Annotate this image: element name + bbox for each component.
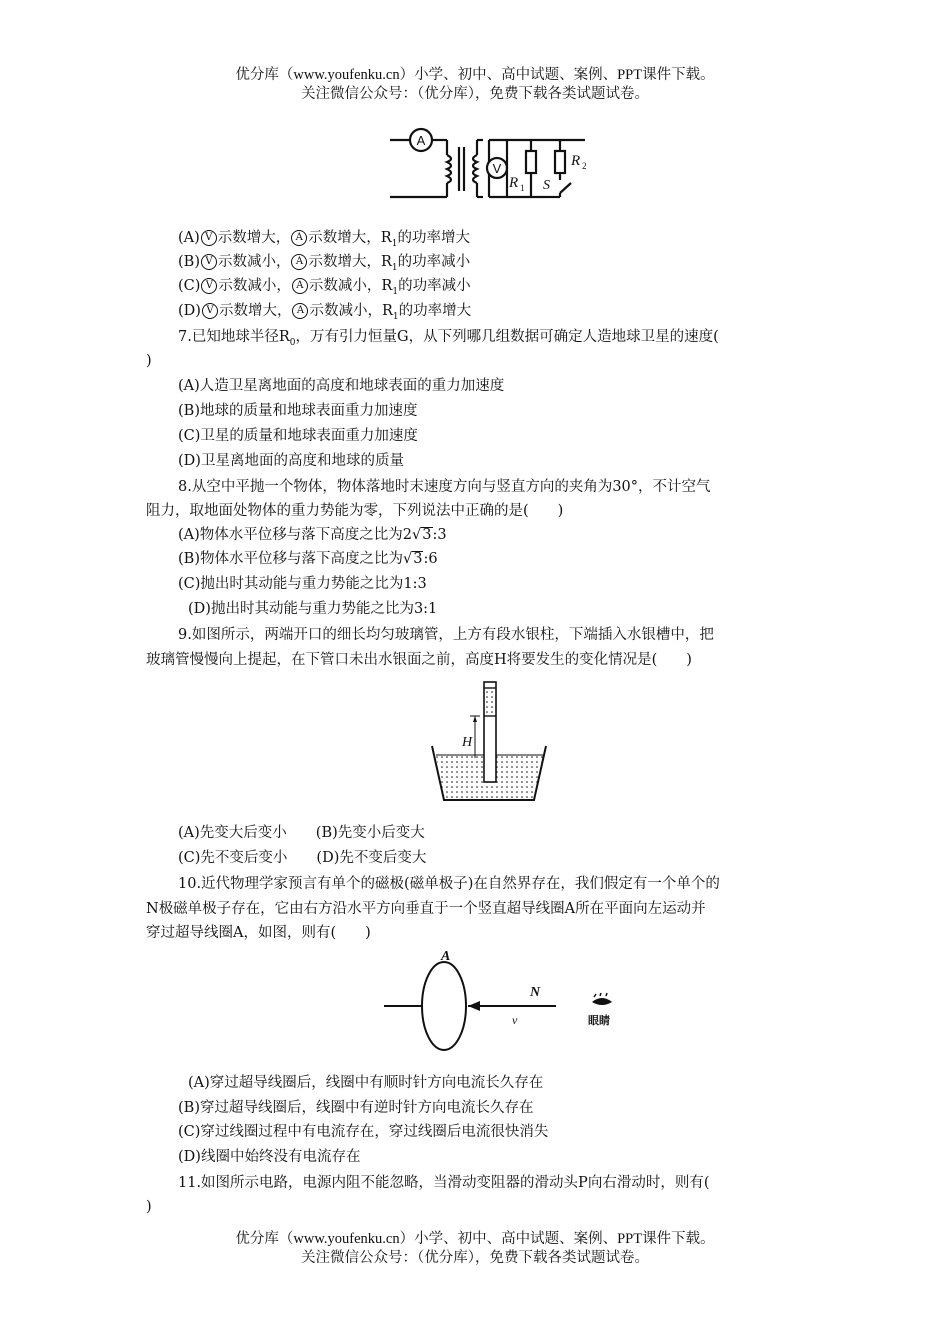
q10-stem-3: 穿过超导线圈A，如图，则有( ): [146, 925, 371, 941]
voltmeter-icon: V: [202, 303, 218, 319]
q8-stem-1: 8.从空中平抛一个物体，物体落地时末速度方向与竖直方向的夹角为30°，不计空气: [178, 479, 711, 495]
h-label: H: [462, 735, 473, 750]
r1-sub: 1: [520, 183, 525, 193]
r2-sub: 2: [582, 161, 587, 171]
q10-option-d: (D)线圈中始终没有电流存在: [178, 1149, 361, 1165]
q10-option-c: (C)穿过线圈过程中有电流存在，穿过线圈后电流很快消失: [178, 1124, 549, 1140]
q7-option-c: (C)卫星的质量和地球表面重力加速度: [178, 428, 418, 444]
voltmeter-label: V: [492, 161, 502, 176]
r2-label: R: [571, 153, 581, 169]
ammeter-icon: A: [291, 254, 307, 270]
q9-stem-1: 9.如图所示，两端开口的细长均匀玻璃管，上方有段水银柱，下端插入水银槽中，把: [178, 627, 714, 643]
header-line-1: 优分库（www.youfenku.cn）小学、初中、高中试题、案例、PPT课件下载。: [235, 67, 715, 83]
q6-circuit-figure: [385, 125, 600, 205]
q10-monopole-figure: [380, 944, 650, 1056]
r1-label: R: [509, 175, 519, 191]
ammeter-icon: A: [292, 303, 308, 319]
ammeter-icon: A: [291, 230, 307, 246]
switch-label: S: [543, 178, 550, 193]
q9-stem-2: 玻璃管慢慢向上提起，在下管口未出水银面之前，高度H将要发生的变化情况是( ): [146, 652, 692, 668]
q11-stem-end: ): [146, 1199, 152, 1215]
header-line-2: 关注微信公众号：（优分库），免费下载各类试题试卷。: [301, 86, 649, 102]
q7-option-a: (A)人造卫星离地面的高度和地球表面的重力加速度: [178, 378, 505, 394]
q8-option-c: (C)抛出时其动能与重力势能之比为1:3: [178, 576, 427, 592]
coil-label: A: [441, 949, 451, 964]
ammeter-icon: A: [292, 278, 308, 294]
q8-option-b: (B)物体水平位移与落下高度之比为√3:6: [178, 551, 438, 567]
q7-stem: 7.已知地球半径$R_0$，万有引力恒量G，从下列哪几组数据可确定人造地球卫星的速度(: [178, 329, 719, 348]
q10-stem-2: N极磁单极子存在，它由右方沿水平方向垂直于一个竖直超导线圈A所在平面向左运动并: [146, 901, 706, 917]
q6-option-a: (A) V 示数增大， A 示数增大，$R_1$的功率增大: [178, 230, 470, 249]
q6-option-d: (D) V 示数增大， A 示数减小，$R_1$的功率增大: [178, 303, 472, 322]
voltmeter-icon: V: [201, 278, 217, 294]
eye-icon: [592, 993, 612, 1005]
q9-options-row-2: (C)先不变后变小 (D)先不变后变大: [178, 850, 427, 866]
q8-option-a: (A)物体水平位移与落下高度之比为2√3:3: [178, 527, 447, 543]
eye-label: 眼睛: [588, 1014, 610, 1027]
q8-stem-2: 阻力，取地面处物体的重力势能为零，下列说法中正确的是( ): [146, 503, 564, 519]
q7-stem-end: ): [146, 353, 152, 369]
q10-stem-1: 10.近代物理学家预言有单个的磁极(磁单极子)在自然界存在，我们假定有一个单个的: [178, 876, 720, 892]
ammeter-label: A: [416, 133, 426, 148]
q9-mercury-tube-figure: [430, 680, 550, 805]
voltmeter-icon: V: [201, 254, 217, 270]
q6-option-c: (C) V 示数减小， A 示数减小，$R_1$的功率减小: [178, 278, 471, 297]
q9-options-row-1: (A)先变大后变小 (B)先变小后变大: [178, 825, 425, 841]
q10-option-b: (B)穿过超导线圈后，线圈中有逆时针方向电流长久存在: [178, 1100, 534, 1116]
voltmeter-icon: V: [201, 230, 217, 246]
footer-line-1: 优分库（www.youfenku.cn）小学、初中、高中试题、案例、PPT课件下载。: [235, 1231, 715, 1247]
pole-label: N: [530, 985, 541, 1000]
q8-option-d: (D)抛出时其动能与重力势能之比为3:1: [188, 601, 438, 617]
velocity-label: v: [512, 1013, 518, 1027]
q11-stem: 11.如图所示电路，电源内阻不能忽略，当滑动变阻器的滑动头P向右滑动时，则有(: [178, 1175, 710, 1191]
q6-option-b: (B) V 示数减小， A 示数增大，$R_1$的功率减小: [178, 254, 471, 273]
q10-option-a: (A)穿过超导线圈后，线圈中有顺时针方向电流长久存在: [188, 1075, 544, 1091]
q7-option-b: (B)地球的质量和地球表面重力加速度: [178, 403, 418, 419]
footer-line-2: 关注微信公众号：（优分库），免费下载各类试题试卷。: [301, 1250, 649, 1266]
q7-option-d: (D)卫星离地面的高度和地球的质量: [178, 453, 404, 469]
